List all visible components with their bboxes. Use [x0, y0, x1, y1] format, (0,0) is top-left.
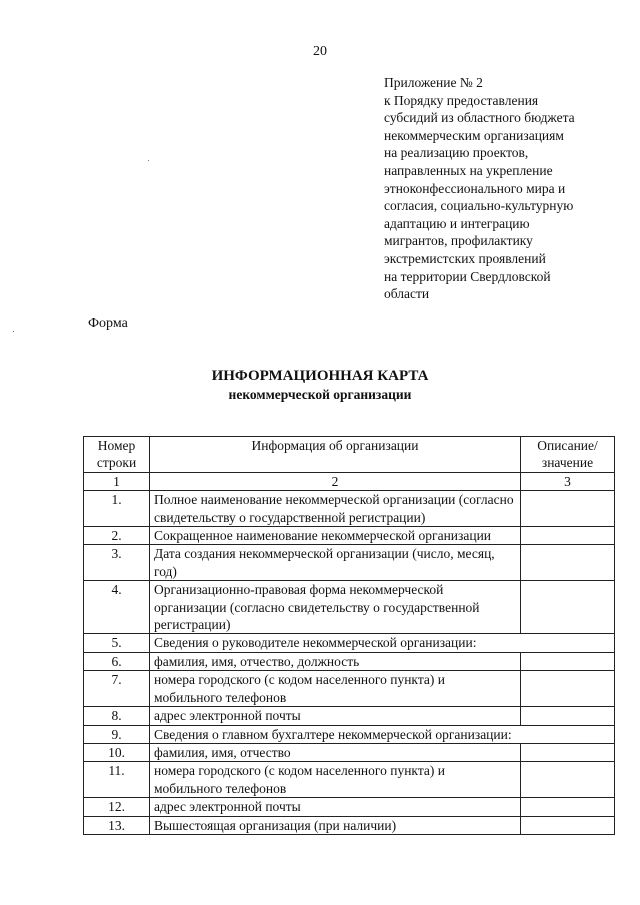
row-info: Полное наименование некоммерческой организации (согласно свидетельству о государственной регистрации): [150, 491, 521, 527]
row-info: Дата создания некоммерческой организации (число, месяц, год): [150, 545, 521, 581]
row-number: 11.: [84, 762, 150, 798]
table-row: [84, 652, 615, 670]
table-row: [84, 707, 615, 725]
row-info: Вышестоящая организация (при наличии): [150, 816, 521, 834]
row-number: 3.: [84, 545, 150, 581]
row-number: 1.: [84, 491, 150, 527]
appendix-line: экстремистских проявлений: [384, 250, 546, 266]
table-row: [84, 545, 615, 581]
header-info: Информация об организации: [150, 437, 521, 473]
table-row: [84, 634, 615, 652]
appendix-line: адаптацию и интеграцию: [384, 215, 530, 231]
row-number: 8.: [84, 707, 150, 725]
row-number: 13.: [84, 816, 150, 834]
document-title: ИНФОРМАЦИОННАЯ КАРТА: [211, 368, 429, 384]
index-cell: 3: [521, 472, 615, 490]
appendix-line: области: [384, 286, 430, 302]
row-value[interactable]: [521, 816, 615, 834]
row-info: номера городского (с кодом населенного пункта) и мобильного телефонов: [150, 762, 521, 798]
row-number: 6.: [84, 652, 150, 670]
appendix-line: согласия, социально-культурную: [384, 198, 574, 214]
row-info: адрес электронной почты: [150, 798, 521, 816]
row-number: 2.: [84, 527, 150, 545]
table-header-row: [84, 437, 615, 473]
appendix-line: к Порядку предоставления: [384, 92, 539, 108]
appendix-line: Приложение № 2: [384, 75, 483, 90]
row-value[interactable]: [521, 527, 615, 545]
row-value[interactable]: [521, 545, 615, 581]
index-cell: 2: [150, 472, 521, 490]
row-info: Сокращенное наименование некоммерческой организации: [150, 527, 521, 545]
index-cell: 1: [84, 472, 150, 490]
table-row: [84, 725, 615, 743]
row-value[interactable]: [521, 491, 615, 527]
table-row: [84, 762, 615, 798]
page-number: 20: [313, 44, 327, 59]
row-info: номера городского (с кодом населенного пункта) и мобильного телефонов: [150, 671, 521, 707]
appendix-line: на реализацию проектов,: [384, 145, 529, 161]
info-table: [83, 436, 615, 835]
row-info: фамилия, имя, отчество: [150, 743, 521, 761]
row-value[interactable]: [521, 652, 615, 670]
appendix-line: этноконфессионального мира и: [384, 180, 566, 196]
appendix-line: на территории Свердловской: [384, 268, 551, 284]
appendix-line: некоммерческим организациям: [384, 127, 564, 143]
scan-speck: [148, 160, 149, 161]
row-value[interactable]: [521, 743, 615, 761]
row-value[interactable]: [521, 671, 615, 707]
row-value[interactable]: [521, 762, 615, 798]
table-row: [84, 581, 615, 634]
row-section-heading: Сведения о руководителе некоммерческой организации:: [150, 634, 615, 652]
appendix-line: мигрантов, профилактику: [384, 233, 533, 249]
table-row: [84, 743, 615, 761]
row-number: 10.: [84, 743, 150, 761]
table-index-row: [84, 472, 615, 490]
table-row: [84, 798, 615, 816]
document-subtitle: некоммерческой организации: [228, 387, 412, 402]
row-number: 7.: [84, 671, 150, 707]
header-row-number: Номер строки: [84, 437, 150, 473]
row-info: Организационно-правовая форма некоммерческой организации (согласно свидетельству о государственной регистрации): [150, 581, 521, 634]
header-value: Описание/ значение: [521, 437, 615, 473]
scan-speck: [13, 331, 14, 332]
row-info: адрес электронной почты: [150, 707, 521, 725]
table-row: [84, 491, 615, 527]
row-number: 12.: [84, 798, 150, 816]
row-info: фамилия, имя, отчество, должность: [150, 652, 521, 670]
row-value[interactable]: [521, 581, 615, 634]
table-row: [84, 816, 615, 834]
row-number: 4.: [84, 581, 150, 634]
row-value[interactable]: [521, 707, 615, 725]
appendix-line: направленных на укрепление: [384, 162, 553, 178]
row-value[interactable]: [521, 798, 615, 816]
table-row: [84, 527, 615, 545]
row-number: 9.: [84, 725, 150, 743]
form-label: Форма: [88, 316, 128, 331]
row-section-heading: Сведения о главном бухгалтере некоммерческой организации:: [150, 725, 615, 743]
row-number: 5.: [84, 634, 150, 652]
table-row: [84, 671, 615, 707]
appendix-line: субсидий из областного бюджета: [384, 110, 575, 126]
appendix-block: [384, 74, 624, 303]
